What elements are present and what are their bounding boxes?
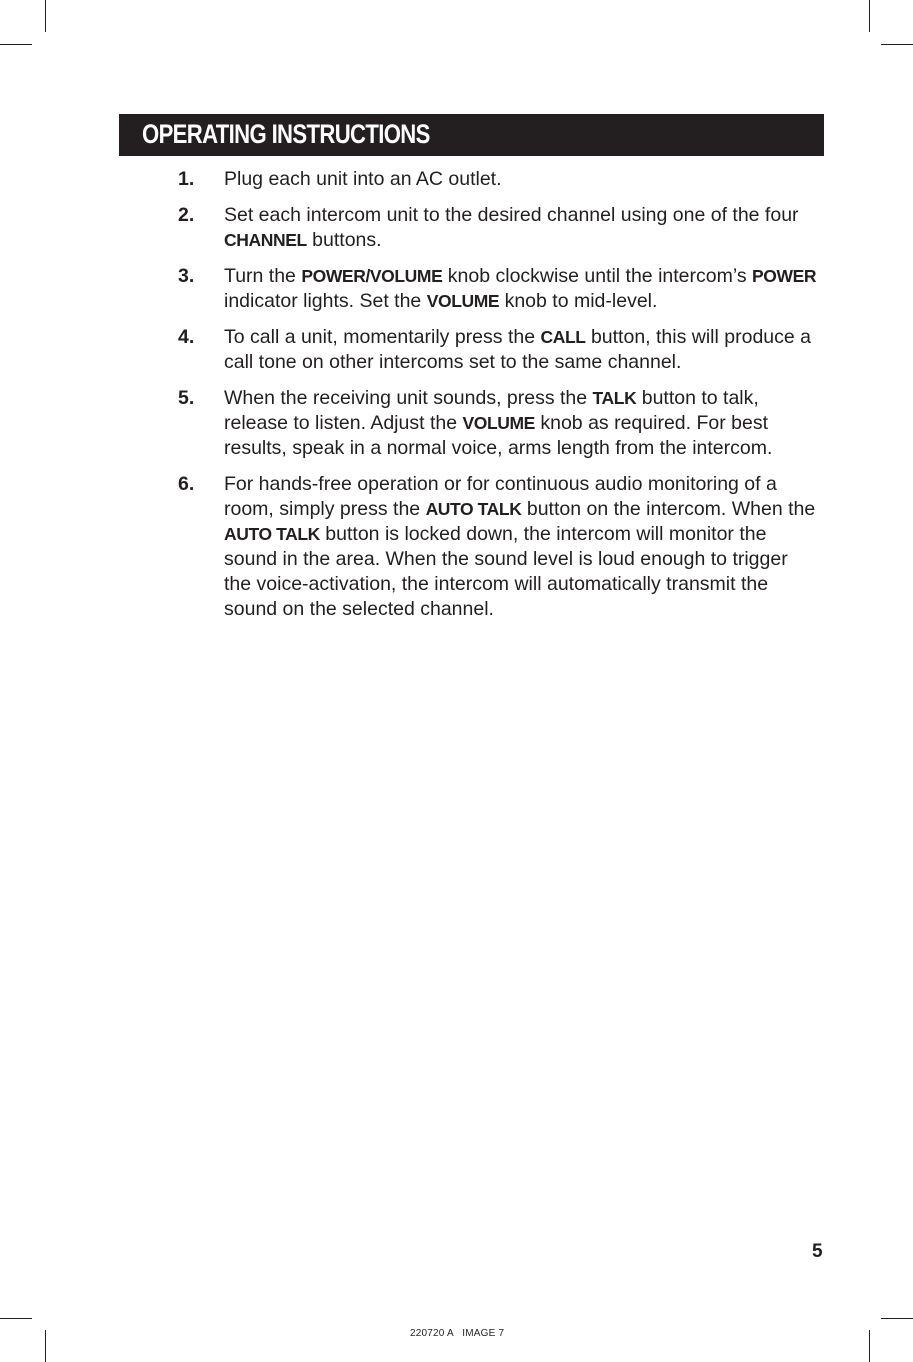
step-number: 5. <box>178 387 195 409</box>
control-name: POWER <box>752 266 817 286</box>
step-text <box>224 203 818 253</box>
step-number: 1. <box>178 168 195 190</box>
section-title: OPERATING INSTRUCTIONS <box>142 119 430 149</box>
control-name: CALL <box>540 327 586 347</box>
step-text-segment: To call a unit, momentarily press the <box>224 326 541 348</box>
section-header <box>119 114 824 156</box>
control-name: AUTO TALK <box>224 524 320 544</box>
step-text-segment: button on the intercom. When the <box>521 498 816 520</box>
instruction-step <box>178 203 818 253</box>
crop-mark <box>0 44 32 45</box>
control-name: VOLUME <box>426 291 500 311</box>
step-text-segment: buttons. <box>306 229 382 251</box>
step-text-segment: button to talk, release to listen. Adjust the <box>224 387 759 434</box>
control-name: POWER/VOLUME <box>301 266 443 286</box>
step-text-segment: When the receiving unit sounds, press the <box>224 387 593 409</box>
step-text <box>224 325 818 375</box>
step-text-segment: For hands-free operation or for continuous audio monitoring of a room, simply press the <box>224 473 777 520</box>
step-text <box>224 472 818 622</box>
crop-mark <box>881 1318 913 1319</box>
step-text-segment: knob clockwise until the intercom’s <box>442 265 752 287</box>
step-text-segment: button, this will produce a call tone on other intercoms set to the same channel. <box>224 326 811 373</box>
page-number: 5 <box>812 1241 823 1262</box>
step-text <box>224 264 818 314</box>
crop-mark <box>869 1330 870 1362</box>
step-number: 2. <box>178 204 195 226</box>
step-text-segment: Turn the <box>224 265 302 287</box>
step-text-segment: indicator lights. Set the <box>224 290 427 312</box>
footer-code: 220720 A IMAGE 7 <box>410 1328 505 1339</box>
instruction-step <box>178 264 818 314</box>
step-number: 3. <box>178 265 195 287</box>
control-name: CHANNEL <box>224 230 307 250</box>
step-text-segment: knob to mid-level. <box>499 290 658 312</box>
control-name: VOLUME <box>462 413 535 433</box>
instruction-step <box>178 325 818 375</box>
step-number: 6. <box>178 473 195 495</box>
control-name: AUTO TALK <box>425 499 522 519</box>
crop-mark <box>45 1330 46 1362</box>
crop-mark <box>869 0 870 32</box>
step-text-segment: Set each intercom unit to the desired channel using one of the four <box>224 204 799 226</box>
step-text-segment: knob as required. For best results, speak in a normal voice, arms length from the intercom. <box>224 412 773 459</box>
instruction-step <box>178 167 818 192</box>
instruction-list <box>178 167 818 633</box>
crop-mark <box>0 1318 32 1319</box>
crop-mark <box>881 44 913 45</box>
step-text-segment: button is locked down, the intercom will monitor the sound in the area. When the sound level is loud enough to trigger the voice-activation, the intercom will automatically transmit the sound on the selected channel. <box>224 523 788 620</box>
step-number: 4. <box>178 326 195 348</box>
crop-mark <box>45 0 46 32</box>
instruction-step <box>178 386 818 461</box>
step-text <box>224 386 818 461</box>
control-name: TALK <box>592 388 637 408</box>
step-text <box>224 167 818 192</box>
instruction-step <box>178 472 818 622</box>
step-text-segment: Plug each unit into an AC outlet. <box>224 168 502 190</box>
